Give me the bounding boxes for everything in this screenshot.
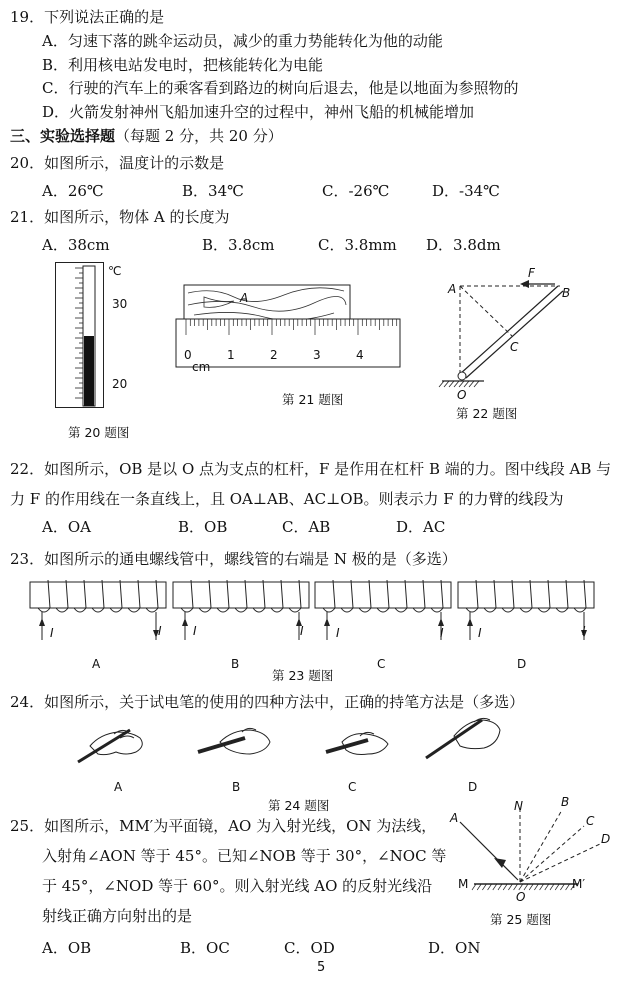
mirror-label-n: N bbox=[514, 799, 523, 813]
mirror-label-d: D bbox=[601, 832, 611, 846]
ground-hatch-line bbox=[439, 381, 444, 387]
thermometer-figure bbox=[55, 262, 115, 412]
lever-label-f: F bbox=[528, 266, 535, 280]
ground-hatch-line bbox=[454, 381, 459, 387]
solenoid-core bbox=[315, 582, 451, 608]
mirror-hatch-line bbox=[540, 884, 544, 890]
force-f-arrowhead bbox=[520, 280, 529, 288]
mirror-label-a: A bbox=[450, 811, 459, 825]
q21-option-c: C．3.8mm bbox=[318, 236, 397, 254]
mirror-hatch-line bbox=[472, 884, 476, 890]
segment-ac bbox=[460, 286, 512, 336]
mirror-label-c: C bbox=[586, 814, 595, 828]
q22-option-b: B．OB bbox=[178, 518, 228, 536]
mirror-hatch-line bbox=[534, 884, 538, 890]
mirror-hatch-line bbox=[477, 884, 481, 890]
current-label-d-left: I bbox=[478, 626, 482, 640]
ground-hatch-line bbox=[464, 381, 469, 387]
ground-hatch-line bbox=[449, 381, 454, 387]
solenoid-label-d: D bbox=[517, 657, 527, 671]
q20-option-d: D．-34℃ bbox=[432, 182, 500, 200]
ruler-unit: cm bbox=[192, 360, 211, 374]
mirror-label-b: B bbox=[561, 795, 570, 809]
current-label-b-right: I bbox=[300, 624, 304, 638]
q21-option-b: B．3.8cm bbox=[202, 236, 275, 254]
fig20-caption: 第 20 题图 bbox=[68, 425, 130, 440]
ruler-tick-1: 1 bbox=[227, 348, 235, 362]
q23-stem: 23．如图所示的通电螺线管中，螺线管的右端是 N 极的是（多选） bbox=[10, 550, 457, 568]
current-label-c-left: I bbox=[336, 626, 340, 640]
object-a-label: A bbox=[240, 291, 249, 305]
q19-option-a: A．匀速下落的跳伞运动员，减少的重力势能转化为他的动能 bbox=[42, 32, 443, 50]
section-heading bbox=[10, 127, 283, 145]
q21-option-d: D．3.8dm bbox=[426, 236, 501, 254]
q20-option-c: C．-26℃ bbox=[322, 182, 390, 200]
mirror-hatch-line bbox=[545, 884, 549, 890]
mirror-hatch-line bbox=[493, 884, 497, 890]
section-note: （每题 2 分，共 20 分） bbox=[115, 127, 283, 145]
solenoid-label-a: A bbox=[92, 657, 101, 671]
mirror-hatch-line bbox=[482, 884, 486, 890]
mirror-hatch-line bbox=[498, 884, 502, 890]
current-label-d-right: I bbox=[582, 624, 586, 638]
solenoid-core bbox=[173, 582, 309, 608]
current-arrow-left bbox=[467, 618, 473, 626]
lever-label-b: B bbox=[562, 286, 571, 300]
thermometer-ticks bbox=[75, 268, 83, 398]
ray-od bbox=[520, 844, 600, 882]
mirror-hatch-line bbox=[503, 884, 507, 890]
hand-pen-a bbox=[78, 730, 142, 762]
current-label-c-right: I bbox=[440, 626, 444, 640]
ground-hatch-line bbox=[474, 381, 479, 387]
q20-option-b: B．34℃ bbox=[182, 182, 244, 200]
q24-stem: 24．如图所示，关于试电笔的使用的四种方法中，正确的持笔方法是（多选） bbox=[10, 693, 525, 711]
q19-option-d: D．火箭发射神州飞船加速升空的过程中，神州飞船的机械能增加 bbox=[42, 103, 475, 121]
ground-hatch bbox=[439, 381, 479, 387]
q19-option-c: C．行驶的汽车上的乘客看到路边的树向后退去，他是以地面为参照物的 bbox=[42, 79, 519, 97]
incident-ray-ao bbox=[460, 822, 518, 880]
lever-label-o: O bbox=[457, 388, 467, 402]
mirror-hatch-line bbox=[529, 884, 533, 890]
test-pen-figures bbox=[70, 712, 540, 772]
lever-ob-line1 bbox=[460, 286, 558, 374]
q25-option-d: D．ON bbox=[428, 939, 481, 957]
solenoid-core bbox=[30, 582, 166, 608]
lever-ob-line2 bbox=[466, 291, 563, 378]
hand-pen-d bbox=[426, 718, 500, 758]
mirror-hatch-line bbox=[508, 884, 512, 890]
ruler-tick-4: 4 bbox=[356, 348, 364, 362]
pen-label-a: A bbox=[114, 780, 123, 794]
q19-stem: 19．下列说法正确的是 bbox=[10, 8, 165, 26]
q22-option-a: A．OA bbox=[42, 518, 91, 536]
current-label-a-right: I bbox=[158, 624, 162, 638]
q25-option-b: B．OC bbox=[180, 939, 230, 957]
mirror-hatch-line bbox=[560, 884, 564, 890]
thermometer-tick-20: 20 bbox=[112, 377, 128, 391]
lever-label-c: C bbox=[510, 340, 519, 354]
pen-label-c: C bbox=[348, 780, 357, 794]
thermometer-unit: ℃ bbox=[108, 264, 122, 278]
q22-option-d: D．AC bbox=[396, 518, 446, 536]
lever-label-a: A bbox=[448, 282, 457, 296]
mirror-label-m: M bbox=[458, 877, 469, 891]
q25-line1: 25．如图所示，MM′为平面镜，AO 为入射光线，ON 为法线， bbox=[10, 817, 437, 835]
solenoids-figure bbox=[30, 578, 610, 648]
current-arrow-right bbox=[438, 618, 444, 626]
q21-option-a: A．38cm bbox=[42, 236, 110, 254]
mirror-label-m-prime: M′ bbox=[572, 877, 586, 891]
q20-stem: 20．如图所示，温度计的示数是 bbox=[10, 154, 225, 172]
ray-ob bbox=[520, 810, 562, 882]
current-label-b-left: I bbox=[193, 624, 197, 638]
fig25-caption: 第 25 题图 bbox=[490, 912, 552, 927]
pivot-o bbox=[458, 372, 466, 380]
current-arrow-left bbox=[39, 618, 45, 626]
current-label-a-left: I bbox=[50, 626, 54, 640]
page-number: 5 bbox=[317, 960, 326, 975]
mirror-label-o: O bbox=[516, 890, 526, 904]
hand-pen-c bbox=[326, 732, 388, 754]
solenoid-label-b: B bbox=[231, 657, 240, 671]
thermometer-frame bbox=[56, 263, 104, 408]
current-arrow-left bbox=[182, 618, 188, 626]
mirror-hatch-line bbox=[488, 884, 492, 890]
q25-option-c: C．OD bbox=[284, 939, 335, 957]
pen-label-b: B bbox=[232, 780, 241, 794]
solenoid-label-c: C bbox=[377, 657, 386, 671]
q25-line2: 入射角∠AON 等于 45°。已知∠NOB 等于 30°，∠NOC 等 bbox=[42, 847, 447, 865]
current-arrow-left bbox=[324, 618, 330, 626]
q22-option-c: C．AB bbox=[282, 518, 331, 536]
ruler-tick-3: 3 bbox=[313, 348, 321, 362]
mirror-hatch-line bbox=[550, 884, 554, 890]
solenoid-core bbox=[458, 582, 594, 608]
q20-option-a: A．26℃ bbox=[42, 182, 104, 200]
thermometer-liquid-column bbox=[84, 336, 94, 406]
q22-line2: 力 F 的作用线在一条直线上，且 OA⊥AB、AC⊥OB。则表示力 F 的力臂的线段为 bbox=[10, 490, 564, 508]
ruler-tick-0: 0 bbox=[184, 348, 192, 362]
ray-oc bbox=[520, 826, 584, 882]
pen-label-d: D bbox=[468, 780, 478, 794]
fig22-caption: 第 22 题图 bbox=[456, 406, 518, 421]
ground-hatch-line bbox=[459, 381, 464, 387]
q25-option-a: A．OB bbox=[42, 939, 92, 957]
q19-option-b: B．利用核电站发电时，把核能转化为电能 bbox=[42, 56, 324, 74]
q22-line1: 22．如图所示，OB 是以 O 点为支点的杠杆，F 是作用在杠杆 B 端的力。图中线段 AB 与 bbox=[10, 460, 612, 478]
ground-hatch-line bbox=[469, 381, 474, 387]
q25-line3: 于 45°，∠NOD 等于 60°。则入射光线 AO 的反射光线沿 bbox=[42, 877, 433, 895]
fig23-caption: 第 23 题图 bbox=[272, 668, 334, 683]
hand-pen-b bbox=[198, 728, 270, 754]
ruler-tick-2: 2 bbox=[270, 348, 278, 362]
mirror-hatch-line bbox=[555, 884, 559, 890]
q25-line4: 射线正确方向射出的是 bbox=[42, 907, 193, 925]
mirror-hatch-line bbox=[566, 884, 570, 890]
thermometer-tick-30: 30 bbox=[112, 297, 128, 311]
ground-hatch-line bbox=[444, 381, 449, 387]
fig21-caption: 第 21 题图 bbox=[282, 392, 344, 407]
fig24-caption: 第 24 题图 bbox=[268, 798, 330, 813]
q21-stem: 21．如图所示，物体 A 的长度为 bbox=[10, 208, 230, 226]
section-title: 三、实验选择题 bbox=[10, 127, 116, 145]
